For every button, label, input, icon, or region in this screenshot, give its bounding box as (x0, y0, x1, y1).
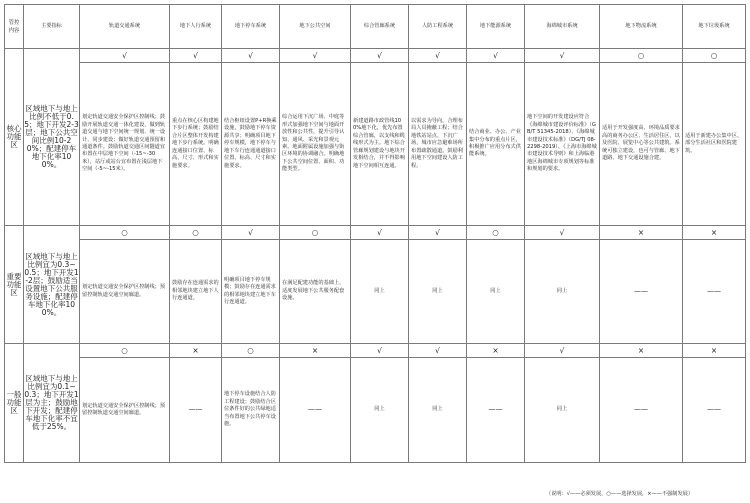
content-cell: —— (280, 358, 351, 463)
content-cell: 同上 (351, 240, 409, 344)
mark-cell: ○ (80, 344, 170, 358)
zone-label-core: 核心功能区 (5, 49, 24, 226)
mark-cell: ○ (170, 226, 222, 240)
content-cell: 以需求为导向，合理布局人员掩蔽工程；结合地铁站站点，下沉广场，城市应急避难场所布置疏散通道。鼓励利用地下空间建设人防工程。 (409, 63, 467, 226)
zone-label-general: 一般功能区 (5, 344, 24, 463)
mark-cell: √ (525, 49, 600, 63)
content-cell: —— (683, 240, 746, 344)
mark-cell: √ (170, 49, 222, 63)
content-cell: 划定轨道交通安全保护区控制线；预留控制轨道交通空间廊道。 (80, 240, 170, 344)
indicator-important: 区域地下与地上比例宜为0.3~0.5；地下开发1-2层；鼓励适当设置地下公共服务设施；配建停车地下化率100%。 (24, 226, 80, 344)
mark-cell: √ (467, 49, 525, 63)
content-cell: 新建道路市政管线100%地下化，优先布置综合管廊，以支线和缆线形式为主。地下综合管廊规划建设与地块开发相结合，并不得影响地下空间相互连通。 (351, 63, 409, 226)
mark-cell: √ (525, 226, 600, 240)
core-content-row (5, 63, 746, 226)
legend-note: （说明：√——必须发展，○——选择发展，×——不强制发展） (546, 491, 694, 497)
gen-content-row (5, 358, 746, 463)
content-cell: 重点在核心区构建地下步行系统；鼓励结合片区整体开发构建地下步行系统。明确连通接口位置、标高、尺寸、形式和实施要求。 (170, 63, 222, 226)
header-indicator: 主要指标 (24, 5, 80, 49)
header-col: 地下公共空间 (280, 5, 351, 49)
content-cell: 地下空间的开发建设应符合《海绵城市建设评价标准》（GB/T 51345-2018）、《海绵城市建设技术标准》（DG/TJ 08-2298-2019）、《上海市海绵城市建设技术导则》和上海临港地区海绵城市专项规划等标准和规划的要求。 (525, 63, 600, 226)
content-cell: 同上 (409, 358, 467, 463)
content-cell: 适用于新建办公集中区、部分生活社区和医院建筑。 (683, 63, 746, 226)
mark-cell: × (683, 226, 746, 240)
mark-cell: √ (280, 49, 351, 63)
mark-cell: √ (351, 226, 409, 240)
mark-cell: × (600, 344, 683, 358)
mark-cell: √ (351, 344, 409, 358)
mark-cell: √ (409, 226, 467, 240)
zone-label-important: 重要功能区 (5, 226, 24, 344)
content-cell: 划定轨道交通安全保护区控制线；鼓励开展轨道交通一体化建设，做到轨道交通与地下空间统一规划、统一设计、同步建设；做好轨道交通预留和通道条件。鼓励轨道交通区间隧道宜布置在中层地下空间（-15~-30米），站厅或站台宜布置在浅层地下空间（-5~-15米）。 (80, 63, 170, 226)
header-col: 地下人行系统 (170, 5, 222, 49)
mark-cell: × (170, 344, 222, 358)
content-cell: —— (600, 358, 683, 463)
mark-cell: × (467, 344, 525, 358)
content-cell: 在满足配建功能的基础上，适度发展地下公共服务配套设施。 (280, 240, 351, 344)
content-cell: 地下停车设施结合人防工程建设；鼓励结合区位条件好的公共绿地适当布置地下公共停车设施。 (222, 358, 280, 463)
mark-cell: √ (351, 49, 409, 63)
mark-cell: √ (409, 49, 467, 63)
indicator-general: 区域地下与地上比例宜为0.1~0.3；地下开发1层为主；鼓励地下开发；配建停车地下化率不宜低于25%。 (24, 344, 80, 463)
content-cell: —— (683, 358, 746, 463)
gen-mark-row (5, 344, 746, 358)
mark-cell: √ (222, 49, 280, 63)
content-cell: 适用于开发强度高、环境品质要求高的商务办公区、生活居住区，以及医院、展览中心等公共建筑。系统可独立建设，也可与管廊、地下道路、地下交通设施合建。 (600, 63, 683, 226)
mark-cell: × (600, 226, 683, 240)
header-col: 地下能源系统 (467, 5, 525, 49)
content-cell: —— (600, 240, 683, 344)
mark-cell: × (683, 344, 746, 358)
content-cell: 划定轨道交通安全保护区控制线；预留控制轨道交通空间廊道。 (80, 358, 170, 463)
header-col: 地下物流系统 (600, 5, 683, 49)
mark-cell: ○ (600, 49, 683, 63)
mark-cell: ○ (683, 49, 746, 63)
header-col: 地下停车系统 (222, 5, 280, 49)
content-cell: 同上 (409, 240, 467, 344)
content-cell: 鼓励存在连通需求的相邻地块建立地下人行连通道。 (170, 240, 222, 344)
control-table (4, 4, 746, 463)
content-cell: —— (170, 358, 222, 463)
content-cell: 同上 (525, 358, 600, 463)
mark-cell: ○ (222, 344, 280, 358)
header-row (5, 5, 746, 49)
mark-cell: √ (222, 226, 280, 240)
header-col: 地下垃圾系统 (683, 5, 746, 49)
core-mark-row (5, 49, 746, 63)
content-cell: 综合运用下沉广场、中庭等形式加强地下空间与地面开放性和公共性，提升引导认知、通风、采光和景观元素。地面附属设施加强与街区环境的协调融合。明确地下公共空间位置、面积、功能类型。 (280, 63, 351, 226)
content-cell: 同上 (467, 240, 525, 344)
header-col: 轨道交通系统 (80, 5, 170, 49)
content-cell: 结合商业、办公、产业集中分布的重点片区，积极推广应用分布式供能系统。 (467, 63, 525, 226)
content-cell: 结合枢纽设置P+R换乘设施，鼓励地下停车资源共享；明确项目地下停车规模，地下停车与地下车行连通通道接口位置、标高、尺寸和实施要求。 (222, 63, 280, 226)
control-table-container (4, 4, 745, 463)
content-cell: 明确项目地下停车规模；鼓励存在连通需求的相邻地块建立地下车行连通道。 (222, 240, 280, 344)
content-cell: —— (467, 358, 525, 463)
imp-content-row (5, 240, 746, 344)
mark-cell: ○ (467, 226, 525, 240)
imp-mark-row (5, 226, 746, 240)
header-col: 人防工程系统 (409, 5, 467, 49)
mark-cell: √ (80, 49, 170, 63)
mark-cell: ○ (80, 226, 170, 240)
mark-cell: √ (409, 344, 467, 358)
header-col: 海绵城市系统 (525, 5, 600, 49)
header-col: 综合管廊系统 (351, 5, 409, 49)
mark-cell: × (280, 344, 351, 358)
content-cell: 同上 (351, 358, 409, 463)
indicator-core: 区域地下与地上比例不低于0.5；地下开发2-3层；地下公共空间比例10-20%；配建停车地下化率100%。 (24, 49, 80, 226)
content-cell: 同上 (525, 240, 600, 344)
header-zone: 管控内容 (5, 5, 24, 49)
mark-cell: √ (525, 344, 600, 358)
mark-cell: ○ (280, 226, 351, 240)
